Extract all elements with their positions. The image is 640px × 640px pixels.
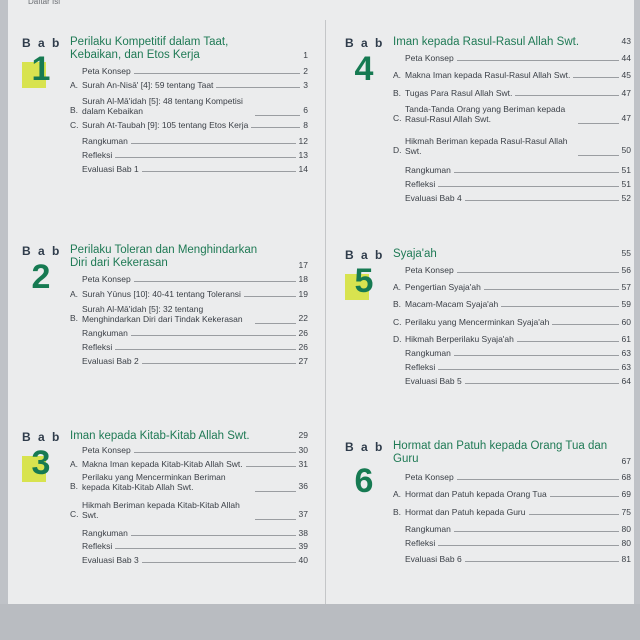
entry-page: 45 — [621, 70, 631, 80]
entry-marker: C. — [393, 113, 402, 123]
leader-dots — [465, 193, 619, 201]
toc-entry[interactable] — [393, 70, 631, 81]
entry-marker: A. — [70, 289, 79, 299]
entry-page: 61 — [621, 334, 631, 344]
entry-text: Perilaku yang Mencerminkan Syaja'ah — [405, 317, 550, 327]
chapter-title: Iman kepada Rasul-Rasul Allah Swt. — [393, 36, 580, 48]
leader-dots — [465, 376, 619, 384]
chapter-5 — [345, 248, 631, 388]
leader-dots — [131, 528, 296, 536]
toc-entry[interactable] — [70, 66, 308, 77]
chapter-2 — [22, 244, 308, 374]
entry-text: Peta Konsep — [82, 66, 131, 76]
entry-text: Peta Konsep — [82, 445, 131, 455]
entry-marker: B. — [393, 299, 402, 309]
entry-page: 2 — [303, 66, 308, 76]
entry-text: Macam-Macam Syaja'ah — [405, 299, 499, 309]
header-fragment: Daftar Isi — [28, 0, 61, 6]
entry-marker: D. — [393, 145, 402, 155]
leader-dots — [255, 108, 300, 116]
toc-entry[interactable] — [393, 179, 631, 190]
toc-entry[interactable] — [70, 541, 308, 552]
entry-page: 60 — [621, 317, 631, 327]
entry-text: Tugas Para Rasul Allah Swt. — [405, 88, 513, 98]
toc-entry[interactable] — [70, 445, 308, 456]
toc-entry[interactable] — [70, 136, 308, 147]
entry-page: 64 — [621, 376, 631, 386]
entry-page: 47 — [621, 88, 631, 98]
page-header — [8, 0, 634, 7]
leader-dots — [251, 120, 300, 128]
entry-text: Hikmah Beriman kepada Kitab-Kitab Allah Swt. — [82, 500, 240, 520]
leader-dots — [457, 472, 619, 480]
leader-dots — [255, 316, 296, 324]
leader-dots — [517, 334, 619, 342]
entry-text: Refleksi — [405, 538, 436, 548]
toc-entry[interactable] — [70, 459, 308, 470]
toc-entry[interactable] — [393, 334, 631, 345]
entry-page: 69 — [621, 489, 631, 499]
leader-dots — [131, 328, 296, 336]
entry-text: Evaluasi Bab 6 — [405, 554, 462, 564]
leader-dots — [115, 342, 295, 350]
entry-text: Evaluasi Bab 3 — [82, 555, 139, 565]
toc-entry[interactable] — [393, 282, 631, 293]
chapter-page: 67 — [621, 456, 631, 466]
background-surface — [0, 604, 640, 640]
leader-dots — [216, 80, 300, 88]
entry-page: 56 — [621, 265, 631, 275]
entry-text: Rangkuman — [82, 528, 128, 538]
toc-entry[interactable] — [70, 289, 308, 300]
entry-text: Evaluasi Bab 2 — [82, 356, 139, 366]
toc-entry[interactable] — [70, 80, 308, 91]
leader-dots — [515, 88, 618, 96]
leader-dots — [438, 362, 618, 370]
entry-page: 6 — [303, 105, 308, 115]
entry-text: Rangkuman — [82, 328, 128, 338]
toc-entry[interactable] — [393, 53, 631, 64]
toc-entry[interactable] — [70, 528, 308, 539]
toc-entry[interactable] — [393, 102, 631, 124]
entry-text: Refleksi — [82, 541, 113, 551]
chapter-number: 1 — [26, 52, 56, 86]
leader-dots — [454, 524, 619, 532]
toc-entry[interactable] — [393, 134, 631, 156]
toc-entry[interactable] — [70, 342, 308, 353]
toc-entry[interactable] — [393, 165, 631, 176]
entry-text: Rangkuman — [405, 348, 451, 358]
entry-marker: B. — [393, 88, 402, 98]
entry-page: 22 — [298, 313, 308, 323]
column-divider — [325, 20, 326, 604]
leader-dots — [134, 274, 296, 282]
toc-entry[interactable] — [70, 274, 308, 285]
entry-page: 31 — [298, 459, 308, 469]
entry-marker: A. — [393, 489, 402, 499]
toc-entry[interactable] — [393, 507, 631, 518]
leader-dots — [134, 445, 296, 453]
entry-marker: D. — [393, 334, 402, 344]
leader-dots — [438, 538, 618, 546]
bab-label: B a b — [22, 430, 62, 444]
entry-text: Refleksi — [82, 150, 113, 160]
entry-text: Surah An-Nisā' [4]: 59 tentang Taat — [82, 80, 214, 90]
chapter-page: 55 — [621, 248, 631, 258]
entry-text: Hikmah Beriman kepada Rasul-Rasul Allah Swt. — [405, 136, 568, 156]
chapter-number: 5 — [349, 264, 379, 298]
leader-dots — [484, 282, 619, 290]
entry-marker: B. — [70, 313, 79, 323]
entry-page: 51 — [621, 179, 631, 189]
entry-page: 18 — [298, 274, 308, 284]
entry-page: 57 — [621, 282, 631, 292]
entry-page: 51 — [621, 165, 631, 175]
bab-label: B a b — [345, 36, 385, 50]
chapter-number: 6 — [354, 462, 374, 500]
bab-label: B a b — [345, 248, 385, 262]
entry-marker: A. — [393, 70, 402, 80]
toc-entry[interactable] — [393, 472, 631, 483]
chapter-number: 4 — [354, 50, 374, 88]
entry-page: 40 — [298, 555, 308, 565]
leader-dots — [578, 116, 619, 124]
entry-text: Hormat dan Patuh kepada Guru — [405, 507, 526, 517]
leader-dots — [115, 541, 295, 549]
entry-text: Pengertian Syaja'ah — [405, 282, 481, 292]
leader-dots — [244, 289, 296, 297]
leader-dots — [457, 265, 619, 273]
entry-text: Rangkuman — [405, 165, 451, 175]
chapter-title: Iman kepada Kitab-Kitab Allah Swt. — [70, 430, 250, 442]
entry-page: 80 — [621, 538, 631, 548]
entry-text: Peta Konsep — [405, 265, 454, 275]
leader-dots — [454, 348, 619, 356]
entry-page: 30 — [298, 445, 308, 455]
entry-page: 50 — [621, 145, 631, 155]
chapter-title: Perilaku Kompetitif dalam Taat, Kebaikan, dan Etos Kerja — [70, 36, 229, 61]
entry-marker: A. — [70, 459, 79, 469]
entry-page: 3 — [303, 80, 308, 90]
leader-dots — [573, 70, 618, 78]
leader-dots — [142, 164, 296, 172]
entry-page: 12 — [298, 136, 308, 146]
chapter-title: Hormat dan Patuh kepada Orang Tua dan Guru — [393, 440, 608, 465]
leader-dots — [134, 66, 301, 74]
entry-page: 47 — [621, 113, 631, 123]
entry-page: 52 — [621, 193, 631, 203]
leader-dots — [255, 484, 296, 492]
entry-text: Peta Konsep — [82, 274, 131, 284]
toc-entry[interactable] — [393, 362, 631, 373]
entry-marker: A. — [70, 80, 79, 90]
entry-text: Tanda-Tanda Orang yang Beriman kepada Rasul-Rasul Allah Swt. — [405, 104, 566, 124]
entry-marker: B. — [70, 105, 79, 115]
toc-entry[interactable] — [393, 538, 631, 549]
entry-text: Peta Konsep — [405, 472, 454, 482]
leader-dots — [115, 150, 295, 158]
entry-text: Rangkuman — [82, 136, 128, 146]
leader-dots — [454, 165, 619, 173]
chapter-page: 17 — [298, 260, 308, 270]
entry-page: 8 — [303, 120, 308, 130]
entry-page: 38 — [298, 528, 308, 538]
leader-dots — [457, 53, 619, 61]
entry-text: Hikmah Berperilaku Syaja'ah — [405, 334, 514, 344]
entry-page: 13 — [298, 150, 308, 160]
toc-entry[interactable] — [70, 302, 308, 324]
entry-page: 39 — [298, 541, 308, 551]
toc-entry[interactable] — [393, 348, 631, 359]
chapter-page: 43 — [621, 36, 631, 46]
toc-entry[interactable] — [393, 265, 631, 276]
toc-entry[interactable] — [393, 299, 631, 310]
toc-entry[interactable] — [393, 489, 631, 500]
entry-page: 19 — [298, 289, 308, 299]
entry-text: Surah Yūnus [10]: 40-41 tentang Toleransi — [82, 289, 241, 299]
entry-text: Surah At-Taubah [9]: 105 tentang Etos Kerja — [82, 120, 249, 130]
leader-dots — [465, 554, 619, 562]
toc-entry[interactable] — [393, 376, 631, 387]
toc-entry[interactable] — [70, 328, 308, 339]
entry-text: Peta Konsep — [405, 53, 454, 63]
entry-text: Evaluasi Bab 5 — [405, 376, 462, 386]
entry-marker: C. — [70, 509, 79, 519]
toc-entry[interactable] — [70, 498, 308, 520]
toc-entry[interactable] — [70, 164, 308, 175]
entry-page: 44 — [621, 53, 631, 63]
toc-entry[interactable] — [393, 88, 631, 99]
entry-marker: C. — [393, 317, 402, 327]
leader-dots — [142, 356, 296, 364]
toc-entry[interactable] — [70, 555, 308, 566]
chapter-page: 1 — [303, 50, 308, 60]
entry-text: Evaluasi Bab 4 — [405, 193, 462, 203]
entry-marker: C. — [70, 120, 79, 130]
entry-page: 59 — [621, 299, 631, 309]
chapter-title: Syaja'ah — [393, 248, 437, 260]
entry-page: 14 — [298, 164, 308, 174]
chapter-1 — [22, 36, 308, 176]
toc-entry[interactable] — [393, 317, 631, 328]
entry-marker: A. — [393, 282, 402, 292]
bab-label: B a b — [345, 440, 385, 454]
entry-page: 81 — [621, 554, 631, 564]
entry-page: 75 — [621, 507, 631, 517]
leader-dots — [552, 317, 618, 325]
chapter-3 — [22, 430, 308, 570]
leader-dots — [578, 148, 619, 156]
chapter-4 — [345, 36, 631, 206]
entry-text: Makna Iman kepada Rasul-Rasul Allah Swt. — [405, 70, 571, 80]
entry-text: Makna Iman kepada Kitab-Kitab Allah Swt. — [82, 459, 243, 469]
entry-marker: B. — [393, 507, 402, 517]
entry-text: Refleksi — [405, 362, 436, 372]
entry-page: 27 — [298, 356, 308, 366]
entry-page: 63 — [621, 362, 631, 372]
entry-text: Surah Al-Mā'idah [5]: 32 tentang Menghindarkan Diri dari Tindak Kekerasan — [82, 304, 243, 324]
bab-label: B a b — [22, 244, 62, 258]
chapter-6 — [345, 440, 631, 570]
entry-page: 63 — [621, 348, 631, 358]
leader-dots — [142, 555, 296, 563]
entry-page: 68 — [621, 472, 631, 482]
entry-page: 26 — [298, 342, 308, 352]
entry-text: Surah Al-Mā'idah [5]: 48 tentang Kompetisi dalam Kebaikan — [82, 96, 243, 116]
entry-marker: B. — [70, 481, 79, 491]
entry-text: Evaluasi Bab 1 — [82, 164, 139, 174]
chapter-title: Perilaku Toleran dan Menghindarkan Diri dari Kekerasan — [70, 244, 258, 269]
chapter-number: 2 — [31, 258, 51, 296]
entry-page: 80 — [621, 524, 631, 534]
toc-entry[interactable] — [70, 120, 308, 131]
toc-entry[interactable] — [70, 94, 308, 116]
entry-text: Rangkuman — [405, 524, 451, 534]
toc-entry[interactable] — [70, 356, 308, 367]
leader-dots — [255, 512, 296, 520]
entry-text: Refleksi — [82, 342, 113, 352]
chapter-number: 3 — [26, 446, 56, 480]
leader-dots — [131, 136, 296, 144]
leader-dots — [529, 507, 619, 515]
entry-page: 36 — [298, 481, 308, 491]
toc-entry[interactable] — [70, 470, 308, 492]
leader-dots — [550, 489, 619, 497]
toc-entry[interactable] — [393, 554, 631, 565]
entry-page: 37 — [298, 509, 308, 519]
toc-entry[interactable] — [70, 150, 308, 161]
entry-text: Hormat dan Patuh kepada Orang Tua — [405, 489, 547, 499]
leader-dots — [501, 299, 618, 307]
leader-dots — [438, 179, 618, 187]
chapter-page: 29 — [298, 430, 308, 440]
entry-page: 26 — [298, 328, 308, 338]
leader-dots — [246, 459, 296, 467]
entry-text: Perilaku yang Mencerminkan Beriman kepada Kitab-Kitab Allah Swt. — [82, 472, 226, 492]
bab-label: B a b — [22, 36, 62, 50]
entry-text: Refleksi — [405, 179, 436, 189]
toc-entry[interactable] — [393, 193, 631, 204]
toc-entry[interactable] — [393, 524, 631, 535]
